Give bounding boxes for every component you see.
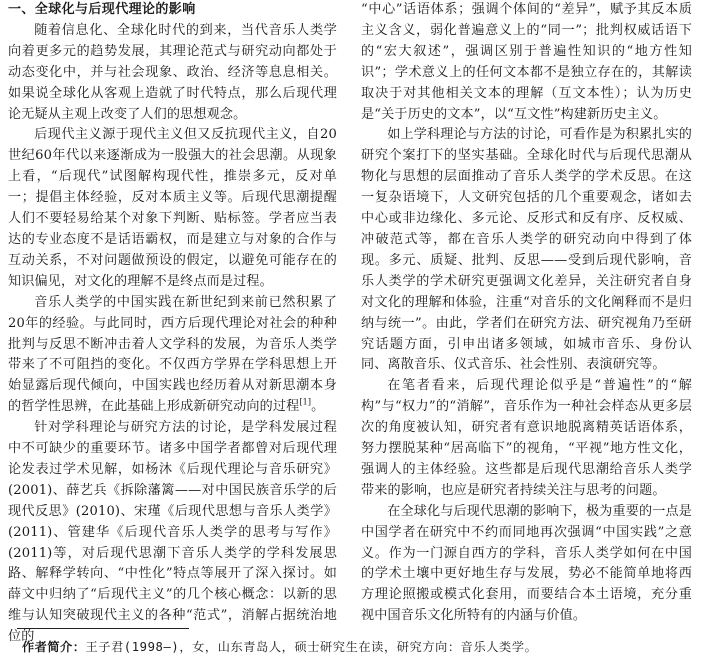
citation-ref-1: [1]: [299, 397, 312, 407]
paragraph-author-view: 在笔者看来，后现代理论似乎是“普遍性”的“解构”与“权力”的“消解”，音乐作为一种社会样态从更多层次的角度被认知，研究者有意识地脱离精英话语体系，努力摆脱某种“居高临下”的视角，“平视”地方性文化，强调人的主体经验。这些都是后现代思潮给音乐人类学带来的影响，也应是研究者持续关注与思考的问题。: [361, 378, 692, 498]
paragraph-globalization: 随着信息化、全球化时代的到来，当代音乐人类学向着更多元的趋势发展，其理论范式与研究动向都处于动态变化中，并与社会现象、政治、经济等息息相关。如果说全球化从客观上造就了时代特点，那么后现代理论无疑从主观上改变了人们的思想观念。: [8, 22, 337, 122]
paragraph-chinese-practice: [8, 293, 337, 418]
paragraph-postmodernism: 后现代主义源于现代主义但又反抗现代主义，自20世纪60年代以来逐渐成为一股强大的社会思潮。从现象上看，“后现代”试图解构现代性，推崇多元，反对单一；提倡主体经验，反对本质主义等。后现代思潮提醒人们不要轻易给某个对象下判断、贴标签。学者应当表达的专业态度不是话语霸权，而是建立与对象的合作与互动关系，不对问题做预设的假定，以避免可能存在的知识偏见，对文化的理解不是终点而是过程。: [8, 127, 337, 289]
paragraph-core-concepts-continued: “中心”话语体系；强调个体间的“差异”，赋予其反本质主义含义，弱化普遍意义上的“同一”；批判权威话语下的“宏大叙述”，强调区别于普遍性知识的“地方性知识”；学术意义上的任何文本都不是独立存在的，其解读取决于对其他相关文本的理解（互文本性）；认为历史是“关于历史的文本”，以“互文性”构建新历史主义。: [361, 2, 692, 122]
footnote-divider: [17, 628, 189, 629]
paragraph-scholarly-discussion: 针对学科理论与研究方法的讨论，是学科发展过程中不可缺少的重要环节。诸多中国学者都曾对后现代理论发表过学术见解，如杨沐《后现代理论与音乐研究》(2001)、薛艺兵《拆除藩篱——对中国民族音乐学的后现代反思》(2010)、宋瑾《后现代思想与音乐人类学》(2011)、管建华《后现代音乐人类学的思考与写作》(2011)等，对后现代思潮下音乐人类学的学科发展思路、解释学转向、“中性化”特点等展开了深入探讨。如薛文中归纳了“后现代主义”的几个核心概念：以新的思维与认知突破现代主义的各种“范式”，消解占据统治地位的: [8, 420, 337, 645]
left-column: [8, 0, 337, 648]
author-bio-footnote: [22, 638, 692, 656]
paragraph-chinese-practice-end: 。: [311, 399, 325, 415]
paragraph-research-trends: 如上学科理论与方法的讨论，可看作是为积累扎实的研究个案打下的坚实基础。全球化时代与后现代思潮从物化与思想的层面推动了音乐人类学的学术反思。在这一复杂语境下，人文研究包括的几个重要观念，诸如去中心或非边缘化、多元论、反形式和反有序、反权威、冲破范式等，都在音乐人类学的研究动向中得到了体现。多元、质疑、批判、反思——受到后现代影响，音乐人类学的学术研究更强调文化差异，关注研究者自身对文化的理解和体验，注重“对音乐的文化阐释而不是归纳与统一”。由此，学者们在研究方法、研究视角乃至研究话题方面，引申出诸多领域，如城市音乐、身份认同、离散音乐、仪式音乐、社会性别、表演研究等。: [361, 127, 692, 373]
section-heading: 一、全球化与后现代理论的影响: [8, 2, 196, 17]
author-bio-text: 王子君(1998—)，女，山东青岛人，硕士研究生在读，研究方向：音乐人类学。: [85, 640, 538, 654]
right-column: [361, 0, 692, 627]
author-bio-label: 作者简介：: [22, 640, 86, 654]
paragraph-chinese-practice-text: 音乐人类学的中国实践在新世纪到来前已然积累了20年的经验。与此同时，西方后现代理论对社会的种种批判与反思不断冲击着人文学科的发展，为音乐人类学带来了不可阻挡的变化。不仅西方学界在学科思想上开始显露后现代倾向，中国实践也经历着从对新思潮本身的哲学性思辨，在此基础上形成新研究动向的过程: [8, 294, 337, 415]
paragraph-china-practice-significance: 在全球化与后现代思潮的影响下，极为重要的一点是中国学者在研究中不约而同地再次强调“中国实践”之意义。作为一门源自西方的学科，音乐人类学如何在中国的学术土壤中更好地生存与发展，势必不能简单地将西方理论照搬或模式化套用，而要结合本土语境，充分重视中国音乐文化所特有的内涵与价值。: [361, 503, 692, 624]
